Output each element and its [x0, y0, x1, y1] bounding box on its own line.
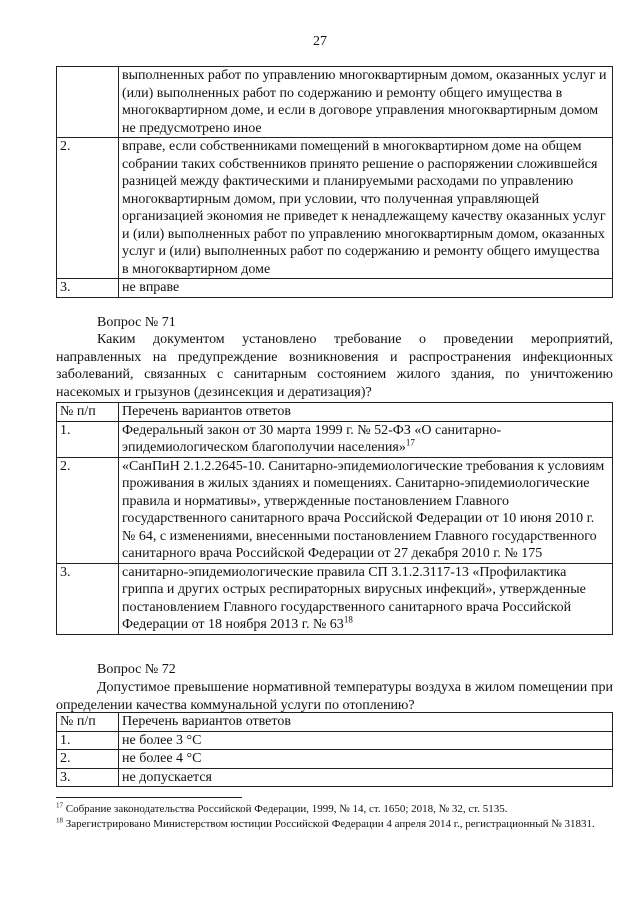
table-row — [57, 731, 613, 750]
header-number: № п/п — [57, 713, 119, 732]
option-number: 1. — [57, 421, 119, 457]
option-number: 3. — [57, 563, 119, 634]
option-number: 2. — [57, 138, 119, 279]
table-row — [57, 138, 613, 279]
option-text: санитарно-эпидемиологические правила СП 3.1.2.3117-13 «Профилактика гриппа и других острых респираторных вирусных инфекций», утвержденные постановлением Главного государственного санитарного врача Российской Федерации от 18 ноября 2013 г. № 63 — [122, 564, 586, 632]
question-72-title: Вопрос № 72 — [97, 662, 176, 677]
footnote-mark: 17 — [56, 801, 63, 810]
option-number: 1. — [57, 731, 119, 750]
option-number — [57, 67, 119, 138]
page-number: 27 — [313, 34, 327, 49]
option-text: не вправе — [119, 279, 613, 298]
header-options: Перечень вариантов ответов — [119, 403, 613, 422]
option-number: 3. — [57, 768, 119, 787]
footnote-text: Собрание законодательства Российской Федерации, 1999, № 14, ст. 1650; 2018, № 32, ст. 5135. — [65, 803, 508, 815]
option-number: 2. — [57, 457, 119, 563]
table-row — [57, 457, 613, 563]
footnote-ref: 17 — [405, 437, 415, 448]
option-text: Федеральный закон от 30 марта 1999 г. № 52-ФЗ «О санитарно-эпидемиологическом благополучии населения» — [122, 422, 502, 455]
question-71-title: Вопрос № 71 — [97, 315, 176, 330]
question-71-text: Каким документом установлено требование о проведении мероприятий, направленных на предупреждение возникновения и распространения инфекционных заболеваний, связанных с санитарным состоянием жилого здания, по уничтожению насекомых и грызунов (дезинсекция и дератизация)? — [56, 332, 613, 400]
option-text: «СанПиН 2.1.2.2645-10. Санитарно-эпидемиологические требования к условиям проживания в жилых зданиях и помещениях. Санитарно-эпидемиологические правила и нормативы», утвержденные постановлением Главного государственного санитарного врача Российской Федерации от 10 июня 2010 г. № 64, с изменениями, внесенными постановлением Главного государственного санитарного врача Российской Федерации от 27 декабря 2010 г. № 175 — [119, 457, 613, 563]
question-72-options-table — [56, 712, 613, 787]
table-row — [57, 67, 613, 138]
footnote-mark: 18 — [56, 815, 63, 824]
footnote-ref: 18 — [343, 614, 353, 625]
option-text: выполненных работ по управлению многоквартирным домом, оказанных услуг и (или) выполненных работ по содержанию и ремонту общего имущества в многоквартирном доме, и если в договоре управления многоквартирным домом не предусмотрено иное — [119, 67, 613, 138]
option-cell — [119, 563, 613, 634]
header-number: № п/п — [57, 403, 119, 422]
footnote-18 — [56, 817, 613, 832]
footnote-17 — [56, 802, 613, 817]
footnote-divider — [56, 797, 242, 798]
table-row — [57, 279, 613, 298]
option-number: 3. — [57, 279, 119, 298]
footnotes — [56, 802, 613, 831]
table-header-row — [57, 403, 613, 422]
question-71-options-table — [56, 402, 613, 635]
option-text: не более 3 °С — [119, 731, 613, 750]
option-text: не допускается — [119, 768, 613, 787]
option-text: не более 4 °С — [119, 750, 613, 769]
table-row — [57, 750, 613, 769]
table-row — [57, 563, 613, 634]
table-row — [57, 768, 613, 787]
header-options: Перечень вариантов ответов — [119, 713, 613, 732]
question-72-text: Допустимое превышение нормативной температуры воздуха в жилом помещении при определении качества коммунальной услуги по отоплению? — [56, 680, 613, 713]
footnote-text: Зарегистрировано Министерством юстиции Российской Федерации 4 апреля 2014 г., регистрационный № 31831. — [65, 817, 595, 830]
table-header-row — [57, 713, 613, 732]
option-number: 2. — [57, 750, 119, 769]
option-text: вправе, если собственниками помещений в многоквартирном доме на общем собрании таких собственников принято решение о распоряжении сложившейся разницей между фактическими и планируемыми расходами по управлению многоквартирным домом, при условии, что полученная управляющей организацией экономия не приведет к ненадлежащему качеству оказанных услуг и (или) выполненных работ по управлению многоквартирным домом, оказанных услуг и (или) выполненных работ по содержанию и ремонту общего имущества в многоквартирном доме — [119, 138, 613, 279]
option-cell — [119, 421, 613, 457]
previous-question-options-table — [56, 66, 613, 298]
table-row — [57, 421, 613, 457]
